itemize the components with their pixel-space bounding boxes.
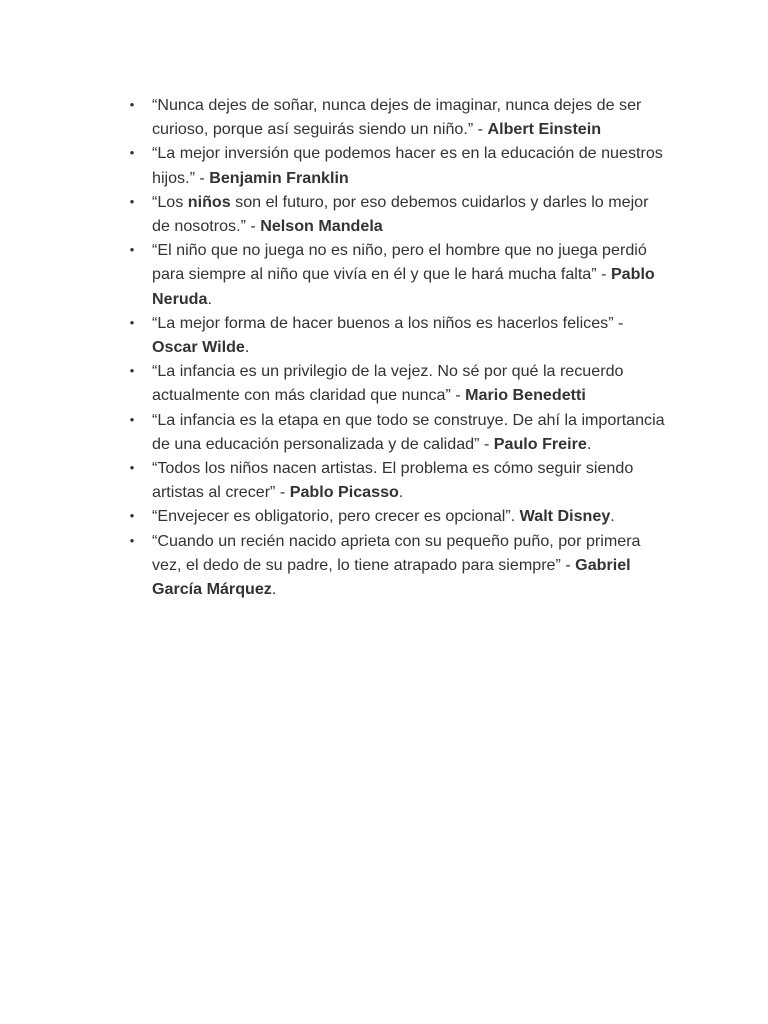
bullet-icon: • [129, 363, 135, 379]
quote-text: “El niño que no juega no es niño, pero el hombre que no juega perdió para siempre al niño que vivía en él y que le hará mucha falta” - [152, 241, 647, 284]
quote-author: Pablo Neruda [152, 265, 655, 308]
bullet-icon: • [129, 242, 135, 258]
list-item [128, 93, 668, 141]
quote-text: “Nunca dejes de soñar, nunca dejes de imaginar, nunca dejes de ser curioso, porque así seguirás siendo un niño.” - [152, 96, 642, 139]
quote-trailing: . [610, 507, 615, 526]
list-item [128, 359, 668, 407]
quote-author: Pablo Picasso [289, 483, 399, 502]
quote-author: Benjamin Franklin [209, 168, 349, 187]
list-item [128, 190, 668, 238]
list-item [128, 141, 668, 189]
list-item [128, 408, 668, 456]
bullet-icon: • [129, 460, 135, 476]
quote-text: “La infancia es un privilegio de la vejez. No sé por qué la recuerdo actualmente con más claridad que nunca” - [152, 362, 624, 405]
quote-author: Paulo Freire [493, 434, 587, 453]
quote-text: “La mejor forma de hacer buenos a los niños es hacerlos felices” - [152, 313, 624, 332]
quote-author: Oscar Wilde [152, 338, 245, 357]
bullet-icon: • [129, 145, 135, 161]
quote-author: Walt Disney [519, 507, 611, 526]
quote-author: Gabriel García Márquez [152, 555, 631, 599]
quote-text: “Envejecer es obligatorio, pero crecer es opcional”. [152, 507, 520, 526]
quote-text: “Todos los niños nacen artistas. El problema es cómo seguir siendo artistas al crecer” - [152, 459, 634, 502]
list-item [128, 311, 668, 359]
quote-list [128, 93, 668, 601]
quote-emphasis: niños [187, 192, 231, 211]
quote-trailing: . [244, 338, 250, 357]
list-item [128, 456, 668, 504]
quote-trailing: . [586, 434, 592, 453]
bullet-icon: • [129, 193, 135, 209]
quote-trailing: . [271, 580, 277, 599]
list-item [128, 529, 668, 602]
quote-text: “Cuando un recién nacido aprieta con su pequeño puño, por primera vez, el dedo de su padre, lo tiene atrapado para siempre” - [152, 531, 641, 574]
quote-author: Nelson Mandela [260, 217, 383, 236]
list-item [128, 504, 668, 528]
bullet-icon: • [129, 411, 135, 427]
bullet-icon: • [129, 532, 135, 548]
quote-trailing: . [207, 289, 212, 308]
list-item [128, 238, 668, 311]
quote-text: “La infancia es la etapa en que todo se construye. De ahí la importancia de una educación personalizada y de calidad” - [152, 410, 665, 453]
quote-trailing: . [398, 483, 404, 502]
quote-author: Albert Einstein [487, 120, 602, 139]
quote-author: Mario Benedetti [465, 386, 586, 405]
bullet-icon: • [129, 508, 135, 524]
bullet-icon: • [129, 97, 135, 112]
quote-text: “La mejor inversión que podemos hacer es en la educación de nuestros hijos.” - [152, 144, 663, 187]
quote-text: “Los [152, 192, 188, 211]
bullet-icon: • [129, 314, 135, 330]
quote-text: son el futuro, por eso debemos cuidarlos y darles lo mejor de nosotros.” - [152, 192, 649, 236]
